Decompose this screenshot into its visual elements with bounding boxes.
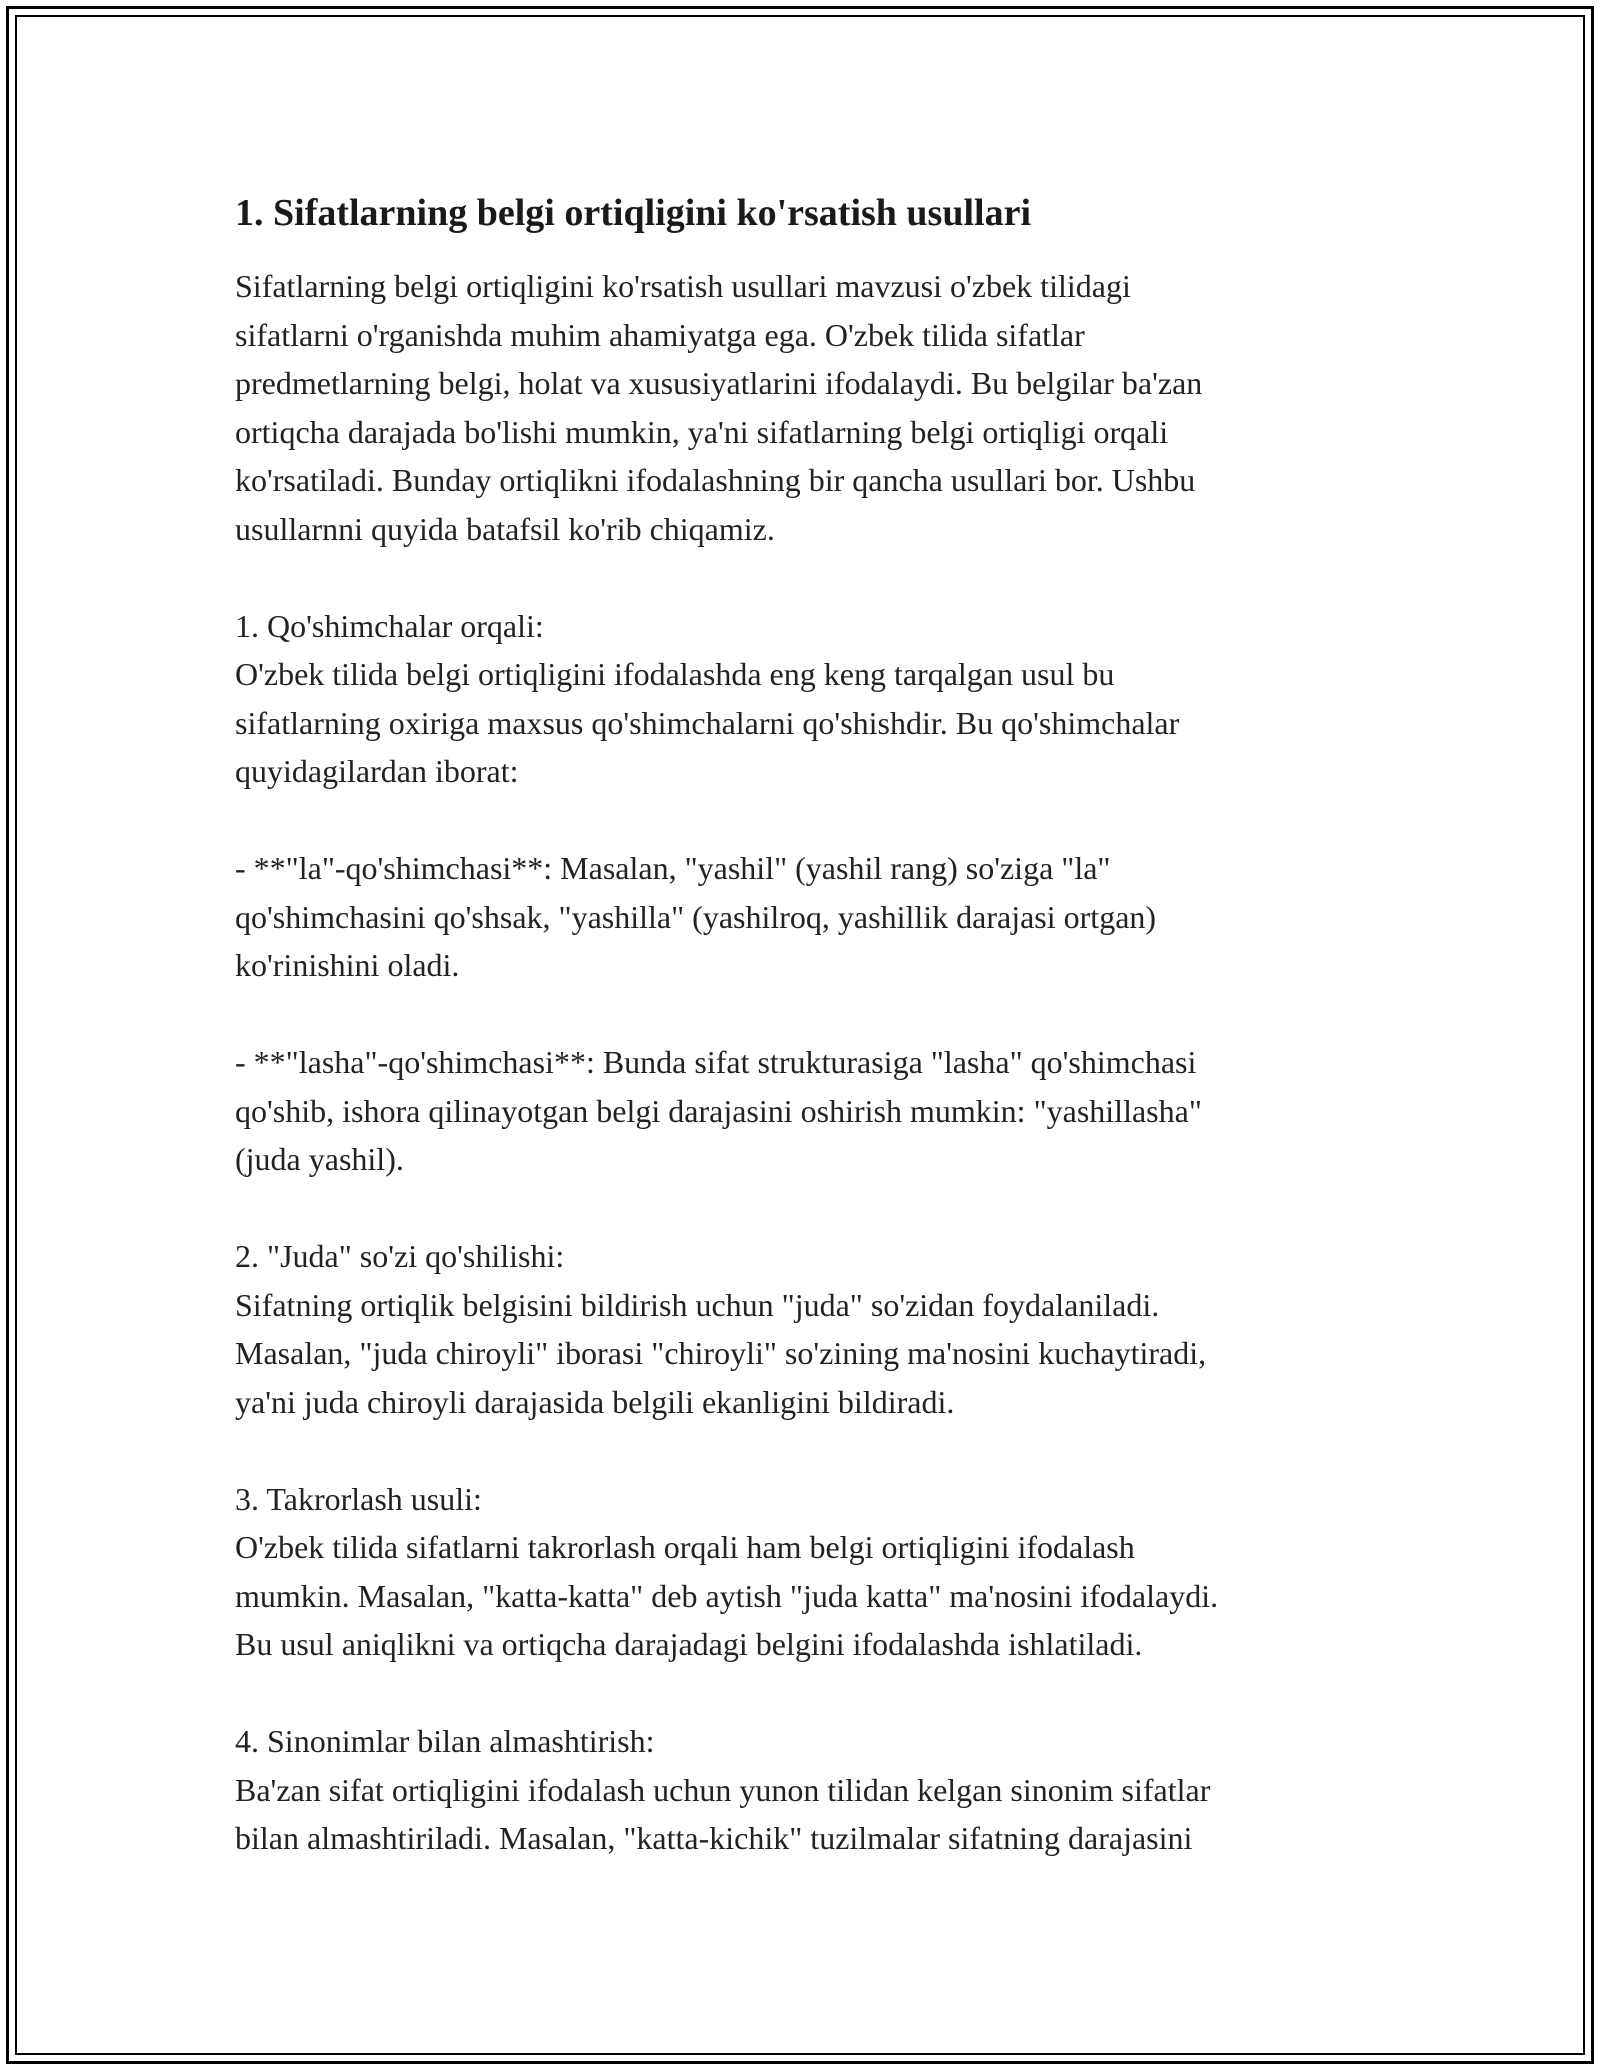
list-item-lasha-suffix: - **"lasha"-qo'shimchasi**: Bunda sifat strukturasiga "lasha" qo'shimchasi qo'shib, ishora qilinayotgan belgi darajasini oshirish mumkin: "yashillasha" (juda yashil). bbox=[235, 1044, 1202, 1177]
document-body bbox=[235, 180, 1395, 1863]
paragraph-spacer bbox=[235, 1184, 1395, 1233]
paragraph-spacer bbox=[235, 553, 1395, 602]
method-2-juda: 2. "Juda" so'zi qo'shilishi: Sifatning ortiqlik belgisini bildirish uchun "juda" so'zidan foydalaniladi. Masalan, "juda chiroyli" iborasi "chiroyli" so'zining ma'nosini kuchaytiradi, ya'ni juda chiroyli darajasida belgili ekanligini bildiradi. bbox=[235, 1238, 1207, 1420]
method-4-synonyms: 4. Sinonimlar bilan almashtirish: Ba'zan sifat ortiqligini ifodalash uchun yunon tilidan kelgan sinonim sifatlar bilan almashtiriladi. Masalan, "katta-kichik" tuzilmalar sifatning darajasini bbox=[235, 1723, 1211, 1856]
intro-paragraph: Sifatlarning belgi ortiqligini ko'rsatish usullari mavzusi o'zbek tilidagi sifatlarni o'rganishda muhim ahamiyatga ega. O'zbek tilida sifatlar predmetlarning belgi, holat va xususiyatlarini ifodalaydi. Bu belgilar ba'zan ortiqcha darajada bo'lishi mumkin, ya'ni sifatlarning belgi ortiqligi orqali ko'rsatiladi. Bunday ortiqlikni ifodalashning bir qancha usullari bor. Ushbu usullarnni quyida batafsil ko'rib chiqamiz. bbox=[235, 268, 1203, 547]
list-item-la-suffix: - **"la"-qo'shimchasi**: Masalan, "yashil" (yashil rang) so'ziga "la" qo'shimchasini qo'shsak, "yashilla" (yashilroq, yashillik darajasi ortgan) ko'rinishini oladi. bbox=[235, 850, 1157, 983]
method-1-suffixes: 1. Qo'shimchalar orqali: O'zbek tilida belgi ortiqligini ifodalashda eng keng tarqalgan usul bu sifatlarning oxiriga maxsus qo'shimchalarni qo'shishdir. Bu qo'shimchalar quyidagilardan iborat: bbox=[235, 607, 1180, 789]
paragraph-spacer bbox=[235, 990, 1395, 1039]
paragraph-spacer bbox=[235, 1669, 1395, 1718]
method-3-repetition: 3. Takrorlash usuli: O'zbek tilida sifatlarni takrorlash orqali ham belgi ortiqligini ifodalash mumkin. Masalan, "katta-katta" deb aytish "juda katta" ma'nosini ifodalaydi. Bu usul aniqlikni va ortiqcha darajadagi belgini ifodalashda ishlatiladi. bbox=[235, 1480, 1219, 1662]
paragraph-spacer bbox=[235, 796, 1395, 845]
paragraph-spacer bbox=[235, 1426, 1395, 1475]
section-title: 1. Sifatlarning belgi ortiqligini ko'rsatish usullari bbox=[235, 192, 1032, 234]
